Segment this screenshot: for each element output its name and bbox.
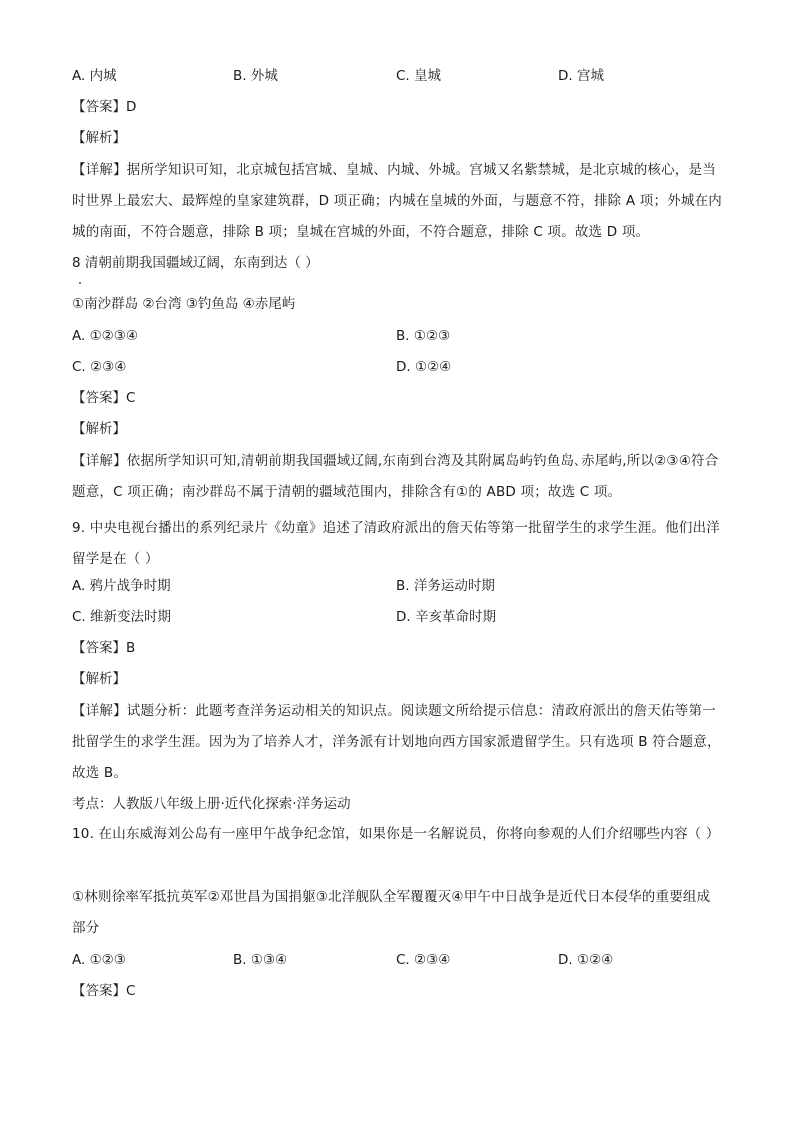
q7-option-d: D. 宫城 (558, 68, 604, 84)
q9-option-b: B. 洋务运动时期 (396, 578, 495, 594)
q10-answer: 【答案】C (72, 983, 136, 999)
q9-option-d: D. 辛亥革命时期 (396, 609, 496, 625)
q8-option-c: C. ②③④ (72, 359, 127, 375)
q8-items: ①南沙群岛 ②台湾 ③钓鱼岛 ④赤尾屿 (72, 296, 296, 312)
q7-option-b: B. 外城 (233, 68, 278, 84)
q8-option-b: B. ①②③ (396, 328, 451, 344)
q9-answer: 【答案】B (72, 640, 136, 656)
q10-option-b: B. ①③④ (233, 952, 288, 968)
q10-option-c: C. ②③④ (396, 952, 451, 968)
q9-detail: 【详解】试题分析：此题考查洋务运动相关的知识点。阅读题文所给提示信息：清政府派出的詹天佑等第一批留学生的求学生涯。因为为了培养人才，洋务派有计划地向西方国家派遣留学生。只有选项 B 符合题意，故选 B。 (72, 703, 721, 781)
q9-analysis-label: 【解析】 (72, 671, 126, 687)
q9-option-a: A. 鸦片战争时期 (72, 578, 171, 594)
q7-option-c: C. 皇城 (396, 68, 442, 84)
q8-stem: 8 清朝前期我国疆域辽阔，东南到达（ ） (72, 255, 319, 271)
q7-detail: 【详解】据所学知识可知，北京城包括宫城、皇城、内城、外城。宫城又名紫禁城，是北京城的核心，是当时世界上最宏大、最辉煌的皇家建筑群，D 项正确；内城在皇城的外面，与题意不符，排除 A 项；外城在内城的南面，不符合题意，排除 B 项；皇城在宫城的外面，不符合题意，排除 C 项。故选 D 项。 (72, 162, 723, 240)
q9-kaodian: 考点：人教版八年级上册·近代化探索·洋务运动 (72, 796, 351, 812)
q9-option-c: C. 维新变法时期 (72, 609, 172, 625)
q10-stem: 10. 在山东威海刘公岛有一座甲午战争纪念馆，如果你是一名解说员，你将向参观的人们介绍哪些内容（ ） (72, 826, 720, 842)
q7-answer: 【答案】D (72, 99, 137, 115)
q8-option-a: A. ①②③④ (72, 328, 138, 344)
q7-option-a: A. 内城 (72, 68, 117, 84)
q10-items: ①林则徐率军抵抗英军②邓世昌为国捐躯③北洋舰队全军覆覆灭④甲午中日战争是近代日本侵华的重要组成部分 (72, 889, 711, 936)
q10-option-d: D. ①②④ (558, 952, 614, 968)
q8-option-d: D. ①②④ (396, 359, 452, 375)
q10-option-a: A. ①②③ (72, 952, 126, 968)
stray-dot (79, 282, 81, 284)
q8-detail: 【详解】依据所学知识可知,清朝前期我国疆域辽阔,东南到台湾及其附属岛屿钓鱼岛､赤尾屿,所以②③④符合题意，C 项正确；南沙群岛不属于清朝的疆域范围内，排除含有①的 ABD 项；故选 C 项。 (72, 453, 719, 500)
q7-analysis-label: 【解析】 (72, 130, 126, 146)
q8-answer: 【答案】C (72, 390, 136, 406)
q9-stem: 9. 中央电视台播出的系列纪录片《幼童》追述了清政府派出的詹天佑等第一批留学生的求学生涯。他们出洋留学是在（ ） (72, 520, 720, 567)
q8-analysis-label: 【解析】 (72, 421, 126, 437)
